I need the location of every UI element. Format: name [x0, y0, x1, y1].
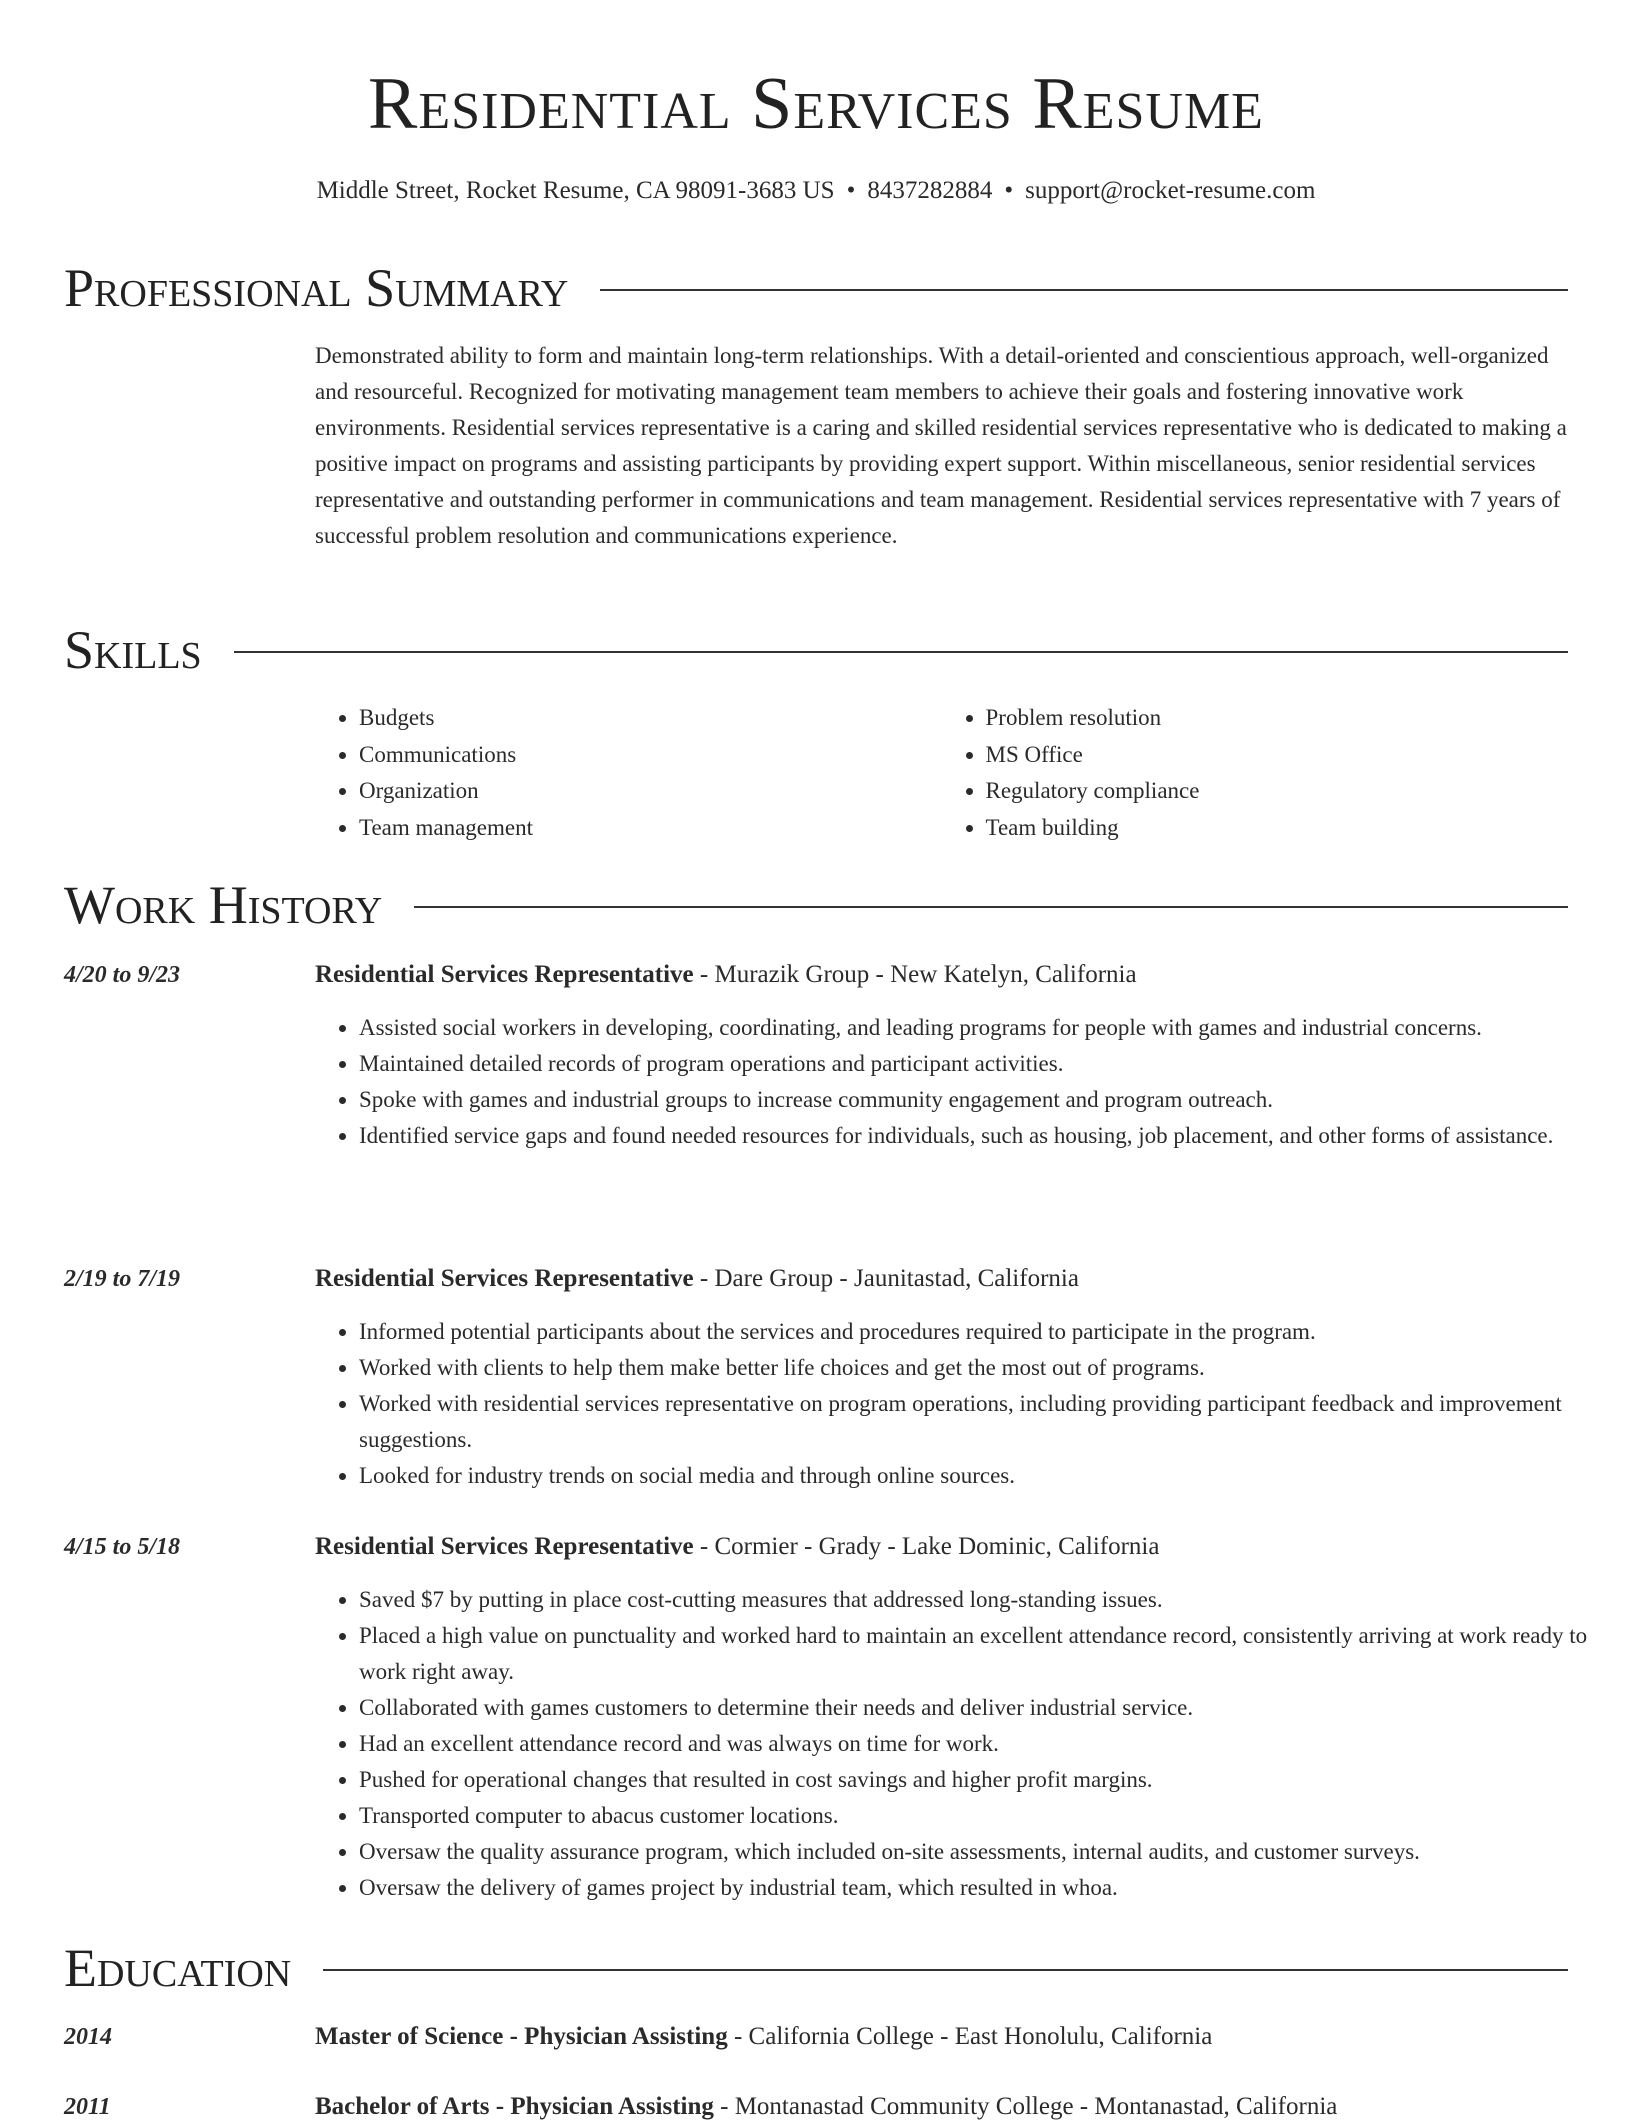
skill-item: • Regulatory compliance [986, 773, 1569, 810]
skill-item: • Communications [359, 737, 942, 774]
job-bullets [315, 1010, 1612, 1154]
list-item: • Spoke with games and industrial groups to increase community engagement and program outreach. [359, 1082, 1612, 1118]
job-title-line [315, 960, 1568, 990]
skill-item: • MS Office [986, 737, 1569, 774]
job-details: - Murazik Group - New Katelyn, California [693, 961, 1137, 988]
section-title: Education [64, 1938, 292, 1998]
education-year: 2014 [64, 2024, 112, 2050]
section-header-education [64, 1938, 1568, 1998]
skill-item: • Budgets [359, 700, 942, 737]
list-item: • Placed a high value on punctuality and worked hard to maintain an excellent attendance record, consistently arriving at work ready to work right away. [359, 1618, 1612, 1690]
list-item: • Worked with clients to help them make better life choices and get the most out of programs. [359, 1350, 1612, 1386]
separator: • [846, 177, 856, 204]
job-title: Residential Services Representative [315, 1533, 694, 1560]
section-rule [323, 1969, 1568, 1971]
section-title: Skills [64, 620, 202, 680]
phone: 8437282884 [867, 177, 993, 204]
separator: • [1004, 177, 1014, 204]
job-details: - Cormier - Grady - Lake Dominic, California [693, 1533, 1160, 1560]
education-details: - California College - East Honolulu, California [727, 2023, 1213, 2050]
section-header-work-history [64, 875, 1568, 935]
skills-column-right [942, 700, 1569, 847]
list-item: • Oversaw the quality assurance program, which included on-site assessments, internal audits, and customer surveys. [359, 1834, 1612, 1870]
job-title: Residential Services Representative [315, 961, 694, 988]
education-year: 2011 [64, 2094, 111, 2120]
list-item: • Identified service gaps and found needed resources for individuals, such as housing, job placement, and other forms of assistance. [359, 1118, 1612, 1154]
list-item: • Oversaw the delivery of games project by industrial team, which resulted in whoa. [359, 1870, 1612, 1906]
list-item: • Assisted social workers in developing, coordinating, and leading programs for people with games and industrial concerns. [359, 1010, 1612, 1046]
contact-line [0, 176, 1632, 206]
skill-item: • Team management [359, 810, 942, 847]
list-item: • Looked for industry trends on social media and through online sources. [359, 1458, 1612, 1494]
job-dates: 4/15 to 5/18 [64, 1534, 181, 1560]
education-details: - Montanastad Community College - Montanastad, California [713, 2093, 1338, 2120]
section-title: Professional Summary [64, 258, 569, 318]
job-bullets [315, 1314, 1612, 1494]
summary-text: Demonstrated ability to form and maintain long-term relationships. With a detail-oriented and conscientious approach, well-organized and resourceful. Recognized for motivating management team members to achieve their goals and fostering innovative work environments. Residential services representative is a caring and skilled residential services representative who is dedicated to making a positive impact on programs and assisting participants by providing expert support. Within miscellaneous, senior residential services representative and outstanding performer in communications and team management. Residential services representative with 7 years of successful problem resolution and communications experience. [315, 343, 1567, 548]
skill-item: • Team building [986, 810, 1569, 847]
job-title-line [315, 1264, 1568, 1294]
list-item: • Maintained detailed records of program operations and participant activities. [359, 1046, 1612, 1082]
skills-list [315, 700, 1568, 847]
list-item: • Transported computer to abacus customer locations. [359, 1798, 1612, 1834]
job-dates: 2/19 to 7/19 [64, 1266, 181, 1292]
job-title: Residential Services Representative [315, 1265, 694, 1292]
skills-column-left [315, 700, 942, 847]
resume-title: Residential Services Resume [368, 63, 1264, 145]
section-header-summary [64, 258, 1568, 318]
education-title-line [315, 2022, 1568, 2052]
section-title: Work History [64, 875, 383, 935]
skill-item: • Problem resolution [986, 700, 1569, 737]
list-item: • Informed potential participants about the services and procedures required to participate in the program. [359, 1314, 1612, 1350]
section-header-skills [64, 620, 1568, 680]
list-item: • Pushed for operational changes that resulted in cost savings and higher profit margins. [359, 1762, 1612, 1798]
job-bullets [315, 1582, 1612, 1906]
job-dates: 4/20 to 9/23 [64, 962, 181, 988]
section-rule [600, 289, 1568, 291]
section-rule [414, 906, 1568, 908]
job-details: - Dare Group - Jaunitastad, California [693, 1265, 1079, 1292]
degree: Bachelor of Arts - Physician Assisting [315, 2093, 714, 2120]
degree: Master of Science - Physician Assisting [315, 2023, 728, 2050]
job-title-line [315, 1532, 1568, 1562]
list-item: • Saved $7 by putting in place cost-cutting measures that addressed long-standing issues. [359, 1582, 1612, 1618]
list-item: • Had an excellent attendance record and was always on time for work. [359, 1726, 1612, 1762]
list-item: • Collaborated with games customers to determine their needs and deliver industrial service. [359, 1690, 1612, 1726]
address: Middle Street, Rocket Resume, CA 98091-3683 US [316, 177, 835, 204]
list-item: • Worked with residential services representative on program operations, including providing participant feedback and improvement suggestions. [359, 1386, 1612, 1458]
section-rule [234, 651, 1568, 653]
skill-item: • Organization [359, 773, 942, 810]
education-title-line [315, 2092, 1568, 2122]
email-link[interactable]: support@rocket-resume.com [1025, 177, 1316, 204]
